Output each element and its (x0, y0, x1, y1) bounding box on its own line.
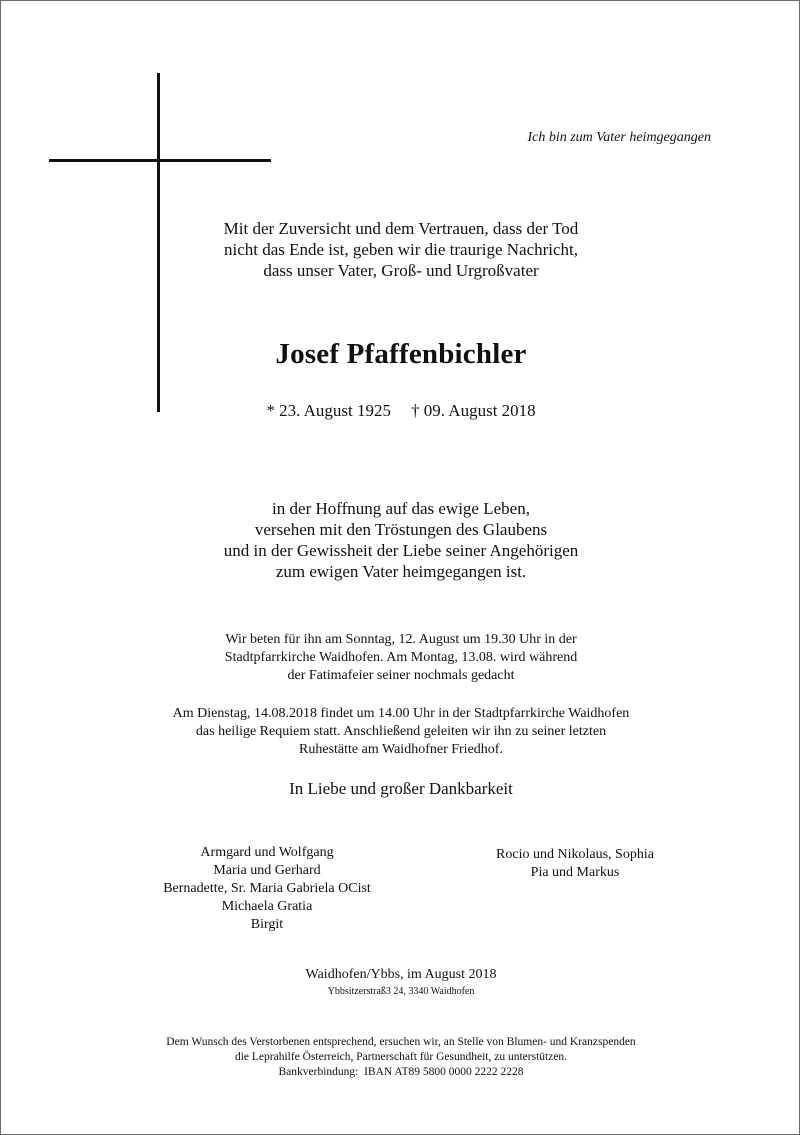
address: Ybbsitzerstraß3 24, 3340 Waidhofen (327, 986, 475, 997)
donation-line: die Leprahilfe Österreich, Partnerschaft für Gesundheit, zu unterstützen. (234, 1051, 568, 1063)
requiem-line: Am Dienstag, 14.08.2018 findet um 14.00 Uhr in der Stadtpfarrkirche Waidhofen (172, 706, 630, 721)
hope-line: zum ewigen Vater heimgegangen ist. (275, 562, 527, 581)
intro-line: Mit der Zuversicht und dem Vertrauen, dass der Tod (223, 219, 579, 238)
deceased-name: Josef Pfaffenbichler (275, 338, 527, 370)
hope-line: versehen mit den Tröstungen des Glaubens (254, 520, 548, 539)
family-list-right (446, 846, 704, 882)
hope-text (1, 498, 800, 582)
hope-line: und in der Gewissheit der Liebe seiner Angehörigen (223, 541, 579, 560)
thanks-line: In Liebe und großer Dankbarkeit (289, 779, 513, 798)
family-member: Armgard und Wolfgang (200, 845, 334, 860)
donation-line: Dem Wunsch des Verstorbenen entsprechend, ersuchen wir, an Stelle von Blumen- und Kranzspenden (166, 1036, 636, 1048)
intro-line: dass unser Vater, Groß- und Urgroßvater (263, 261, 539, 280)
requiem-line: das heilige Requiem statt. Anschließend geleiten wir ihn zu seiner letzten (195, 724, 607, 739)
donation-notice (1, 1035, 800, 1080)
place-date: Waidhofen/Ybbs, im August 2018 (305, 967, 497, 982)
cross-horizontal-bar (49, 159, 271, 162)
prayer-notice (1, 631, 800, 685)
birth-date: * 23. August 1925 (266, 401, 391, 420)
intro-text (1, 218, 800, 281)
prayer-line: Stadtpfarrkirche Waidhofen. Am Montag, 13.08. wird während (224, 650, 578, 665)
life-dates (1, 401, 800, 421)
family-list-left (100, 844, 434, 934)
prayer-line: der Fatimafeier seiner nochmals gedacht (287, 668, 515, 683)
requiem-line: Ruhestätte am Waidhofner Friedhof. (299, 742, 503, 757)
motto: Ich bin zum Vater heimgegangen (527, 130, 711, 145)
intro-line: nicht das Ende ist, geben wir die traurige Nachricht, (223, 240, 579, 259)
death-date: † 09. August 2018 (411, 401, 536, 420)
family-member: Birgit (250, 917, 284, 932)
family-member: Pia und Markus (530, 865, 620, 880)
requiem-notice (1, 705, 800, 759)
hope-line: in der Hoffnung auf das ewige Leben, (272, 499, 530, 518)
prayer-line: Wir beten für ihn am Sonntag, 12. August um 19.30 Uhr in der (225, 632, 577, 647)
family-member: Rocio und Nikolaus, Sophia (496, 847, 654, 862)
bank-details: Bankverbindung: IBAN AT89 5800 0000 2222 2228 (278, 1066, 524, 1078)
family-member: Bernadette, Sr. Maria Gabriela OCist (163, 881, 371, 896)
family-member: Maria und Gerhard (213, 863, 321, 878)
family-member: Michaela Gratia (221, 899, 313, 914)
